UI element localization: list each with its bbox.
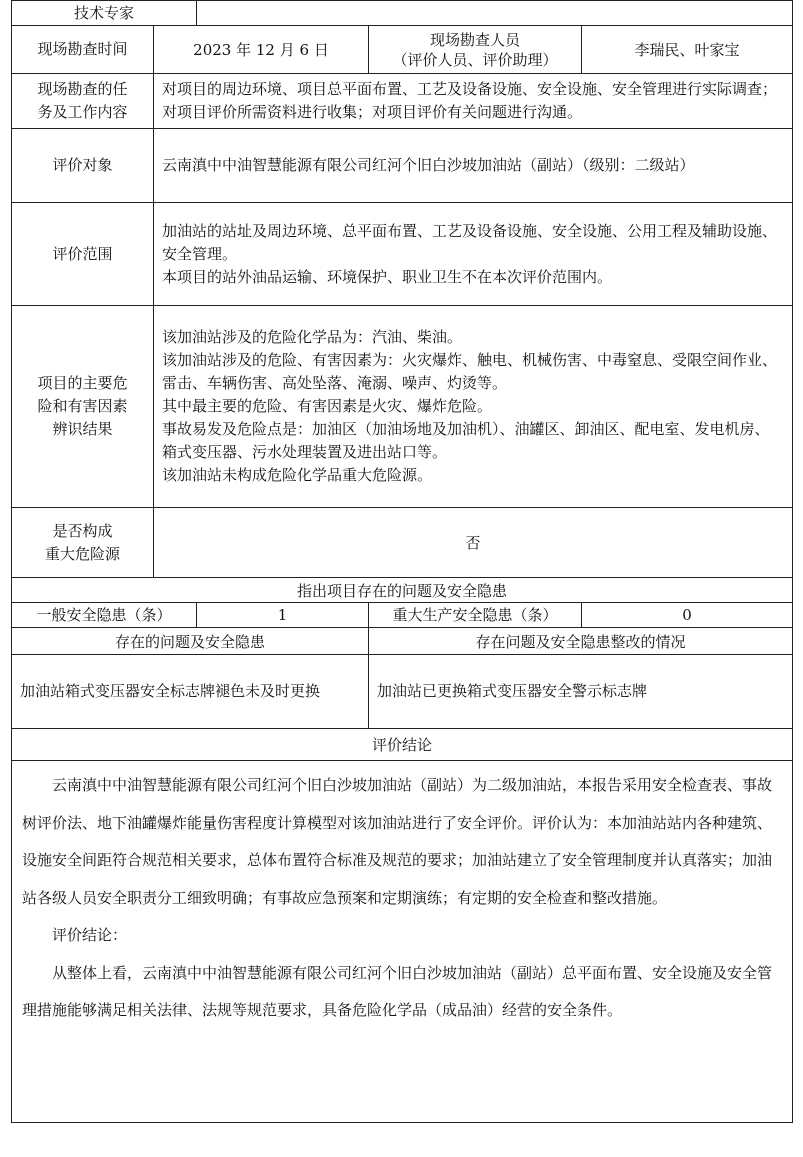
conclusion-body [12, 761, 793, 1123]
hazards-line-2: 该加油站涉及的危险、有害因素为：火灾爆炸、触电、机械伤害、中毒窒息、受限空间作业、雷击、车辆伤害、高处坠落、淹溺、噪声、灼烫等。 [162, 351, 778, 392]
object-label: 评价对象 [12, 129, 154, 203]
problem-column-header: 存在的问题及安全隐患 [12, 628, 369, 655]
row-conclusion [12, 761, 793, 1123]
row-tasks [12, 74, 793, 129]
personnel-label-line-2: （评价人员、评价助理） [392, 50, 558, 69]
scope-line-2: 本项目的站外油品运输、环境保护、职业卫生不在本次评价范围内。 [162, 267, 613, 286]
evaluation-table [11, 0, 793, 1123]
major-hazard-label-line-1: 是否构成 [52, 521, 113, 540]
issues-header: 指出项目存在的问题及安全隐患 [12, 578, 793, 603]
hazards-line-5: 该加油站未构成危险化学品重大危险源。 [162, 466, 433, 484]
row-major-hazard [12, 508, 793, 578]
personnel-label-line-1: 现场勘查人员 [430, 30, 521, 49]
conclusion-paragraph-2: 评价结论： [52, 926, 128, 944]
survey-time-value: 2023 年 12 月 6 日 [154, 26, 369, 74]
hazards-line-1: 该加油站涉及的危险化学品为：汽油、柴油。 [162, 328, 463, 346]
hazards-content [154, 306, 793, 508]
expert-label: 技术专家 [12, 1, 197, 26]
hazards-line-4: 事故易发及危险点是：加油区（加油场地及加油机）、油罐区、卸油区、配电室、发电机房、箱式变压器、污水处理装置及进出站口等。 [162, 420, 770, 461]
conclusion-header: 评价结论 [12, 729, 793, 761]
general-hazard-count: 1 [197, 603, 369, 628]
row-hazards [12, 306, 793, 508]
problem-item: 加油站箱式变压器安全标志牌褪色未及时更换 [12, 655, 369, 729]
row-survey [12, 26, 793, 74]
scope-content [154, 203, 793, 306]
object-content: 云南滇中中油智慧能源有限公司红河个旧白沙坡加油站（副站）（级别：二级站） [154, 129, 793, 203]
major-hazard-label [12, 508, 154, 578]
row-object [12, 129, 793, 203]
general-hazard-label: 一般安全隐患（条） [12, 603, 197, 628]
scope-line-1: 加油站的站址及周边环境、总平面布置、工艺及设备设施、安全设施、公用工程及辅助设施、安全管理。 [162, 221, 778, 263]
hazards-label-line-3: 辨识结果 [52, 420, 113, 438]
survey-personnel-value: 李瑞民、叶家宝 [582, 26, 793, 74]
major-hazard-count-label: 重大生产安全隐患（条） [369, 603, 582, 628]
major-hazard-label-line-2: 重大危险源 [44, 544, 120, 563]
tasks-label-line-1: 现场勘查的任 [37, 80, 128, 98]
row-conclusion-header [12, 729, 793, 761]
evaluation-form [11, 0, 792, 1123]
tasks-content: 对项目的周边环境、项目总平面布置、工艺及设备设施、安全设施、安全管理进行实际调查；对项目评价所需资料进行收集；对项目评价有关问题进行沟通。 [154, 74, 793, 129]
row-scope [12, 203, 793, 306]
survey-personnel-label [369, 26, 582, 74]
row-expert [12, 1, 793, 26]
fix-column-header: 存在问题及安全隐患整改的情况 [369, 628, 793, 655]
hazards-label-line-2: 险和有害因素 [37, 397, 128, 415]
major-hazard-count: 0 [582, 603, 793, 628]
row-issue-counts [12, 603, 793, 628]
survey-time-label: 现场勘查时间 [12, 26, 154, 74]
expert-value [197, 1, 793, 26]
hazards-label-line-1: 项目的主要危 [37, 374, 128, 392]
hazards-line-3: 其中最主要的危险、有害因素是火灾、爆炸危险。 [162, 397, 493, 415]
scope-label: 评价范围 [12, 203, 154, 306]
major-hazard-value: 否 [154, 508, 793, 578]
tasks-label [12, 74, 154, 129]
tasks-label-line-2: 务及工作内容 [37, 103, 128, 121]
row-issues-header [12, 578, 793, 603]
conclusion-paragraph-3: 从整体上看，云南滇中中油智慧能源有限公司红河个旧白沙坡加油站（副站）总平面布置、安全设施及安全管理措施能够满足相关法律、法规等规范要求，具备危险化学品（成品油）经营的安全条件。 [22, 963, 773, 1019]
hazards-label [12, 306, 154, 508]
conclusion-paragraph-1: 云南滇中中油智慧能源有限公司红河个旧白沙坡加油站（副站）为二级加油站，本报告采用安全检查表、事故树评价法、地下油罐爆炸能量伤害程度计算模型对该加油站进行了安全评价。评价认为：本加油站站内各种建筑、设施安全间距符合规范相关要求，总体布置符合标准及规范的要求；加油站建立了安全管理制度并认真落实；加油站各级人员安全职责分工细致明确；有事故应急预案和定期演练；有定期的安全检查和整改措施。 [22, 776, 773, 907]
row-issue-1 [12, 655, 793, 729]
row-issue-columns [12, 628, 793, 655]
fix-item: 加油站已更换箱式变压器安全警示标志牌 [369, 655, 793, 729]
